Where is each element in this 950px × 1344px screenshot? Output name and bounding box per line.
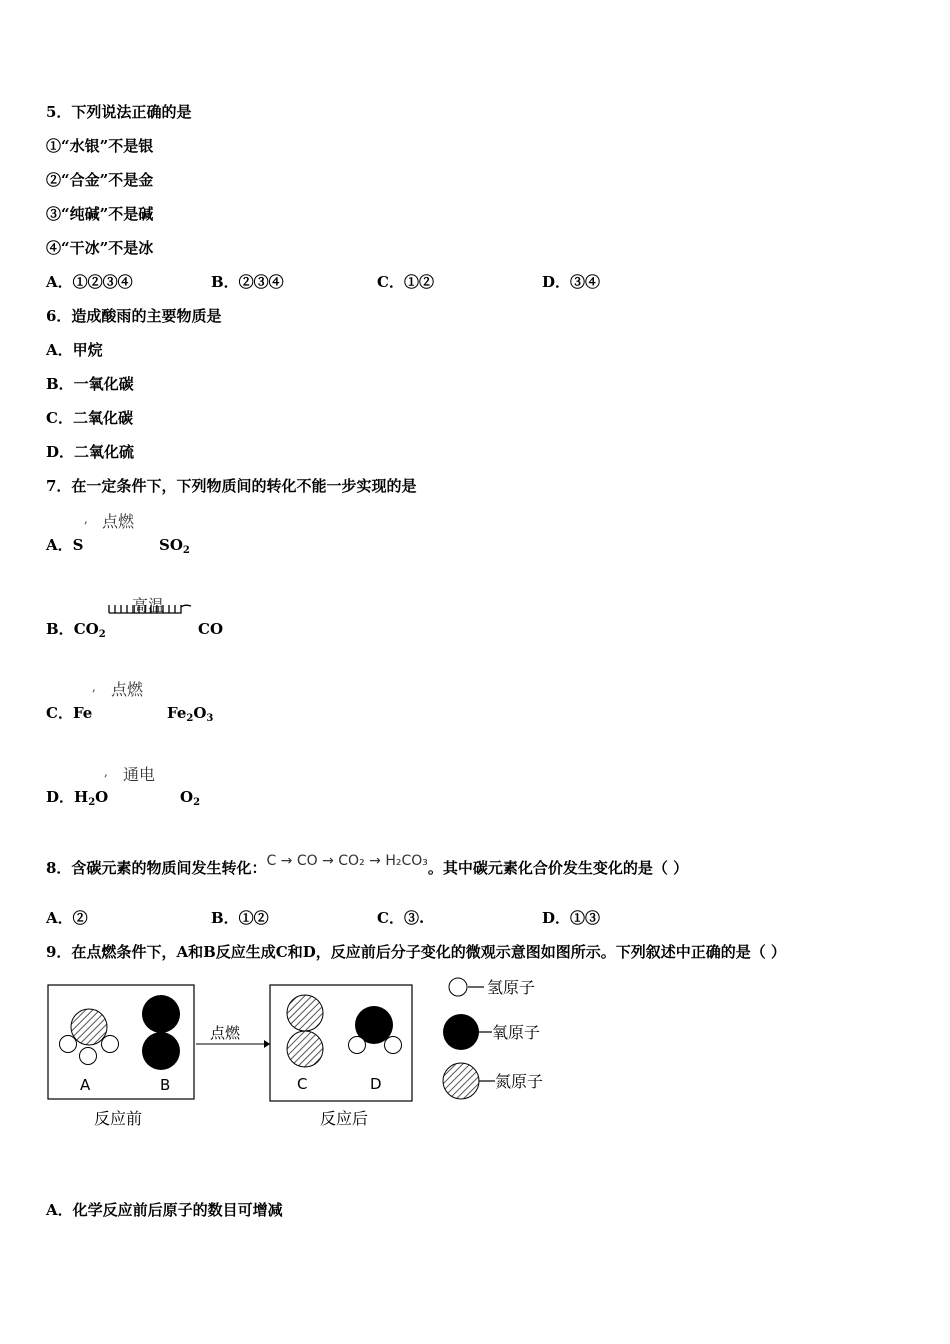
q7-option-b (46, 619, 106, 645)
q8-stem (46, 853, 689, 879)
q7d-product-formula: O (180, 788, 194, 806)
hydrogen-legend-icon (449, 978, 467, 996)
q6-option-b: B．一氧化碳 (46, 375, 134, 393)
garbled-arrow-glyph (107, 601, 195, 615)
q7d-product (180, 787, 200, 813)
q9-option-a: A．化学反应前后原子的数目可增减 (46, 1201, 283, 1219)
q7c-letter: C． (46, 704, 73, 722)
q7b-letter: B． (46, 620, 74, 638)
q7b-reactant: CO (73, 620, 99, 638)
hydrogen-atom (385, 1037, 402, 1054)
q5-statement-4: ④“干冰”不是冰 (46, 239, 154, 257)
oxygen-legend-icon (443, 1014, 479, 1050)
hydrogen-atom (349, 1037, 366, 1054)
reaction-arrow-head (264, 1040, 270, 1048)
q8-option-d: D．①③ (542, 909, 601, 927)
molecule-b-label: B (160, 1076, 171, 1094)
q7d-reactant-a: H (74, 788, 89, 806)
q7a-condition: 点燃 (102, 512, 135, 531)
q7a-product-subscript: 2 (182, 545, 190, 556)
q9-stem: 9．在点燃条件下，A和B反应生成C和D，反应前后分子变化的微观示意图如图所示。下列叙述中正确的是（ ） (46, 943, 786, 961)
q8-option-b: B．①② (211, 909, 269, 927)
nitrogen-atom (287, 995, 323, 1031)
q5-statement-1: ①“水银”不是银 (46, 137, 154, 155)
reaction-arrow-mark: , (84, 512, 88, 526)
reaction-arrow-mark: , (104, 765, 108, 779)
oxygen-atom (142, 1032, 180, 1070)
hydrogen-atom (60, 1036, 77, 1053)
q7d-letter: D． (46, 788, 75, 806)
q6-option-c: C．二氧化碳 (46, 409, 133, 427)
molecule-a-label: A (80, 1076, 91, 1094)
before-caption: 反应前 (94, 1109, 143, 1128)
q7c-product (167, 703, 213, 729)
q6-option-a: A．甲烷 (46, 341, 103, 359)
q7b-product: CO (198, 620, 224, 638)
reaction-arrow-mark: , (92, 680, 96, 694)
reaction-condition-label: 点燃 (210, 1024, 241, 1042)
q7d-product-subscript: 2 (193, 797, 201, 808)
q7b-condition: 高温 (132, 596, 165, 615)
q7d-reactant-a-subscript: 2 (88, 797, 96, 808)
q7b-reactant-subscript: 2 (98, 629, 106, 640)
q5-statement-2: ②“合金”不是金 (46, 171, 154, 189)
molecule-c-label: C (297, 1075, 308, 1093)
q6-option-d: D．二氧化硫 (46, 443, 135, 461)
hydrogen-atom (102, 1036, 119, 1053)
nitrogen-legend-icon (443, 1063, 479, 1099)
q7-stem: 7．在一定条件下，下列物质间的转化不能一步实现的是 (46, 477, 417, 495)
q7a-product (159, 535, 190, 561)
q8-stem-before: 8．含碳元素的物质间发生转化： (46, 859, 267, 877)
q8-option-c: C．③. (377, 909, 425, 927)
q7-option-c (46, 703, 92, 723)
q7c-product-b: O (193, 704, 207, 722)
legend-nitrogen-label: 氮原子 (495, 1072, 544, 1091)
q9-molecule-diagram (40, 970, 560, 1140)
q7c-condition: 点燃 (111, 680, 144, 699)
q5-statement-3: ③“纯碱”不是碱 (46, 205, 154, 223)
q7d-condition: 通电 (123, 765, 156, 784)
q7a-reactant: S (72, 536, 84, 554)
q8-stem-after: 。其中碳元素化合价发生变化的是（ ） (427, 859, 689, 877)
q8-conversion-chain: C → CO → CO₂ → H₂CO₃ (266, 853, 428, 869)
q5-option-c: C．①② (377, 273, 434, 291)
q7a-letter: A． (46, 536, 73, 554)
q5-option-d: D．③④ (542, 273, 601, 291)
q7c-product-a-subscript: 2 (186, 713, 194, 724)
legend-oxygen-label: 氧原子 (492, 1023, 541, 1042)
oxygen-atom (142, 995, 180, 1033)
nitrogen-atom (287, 1031, 323, 1067)
molecule-d-label: D (370, 1075, 382, 1093)
q6-stem: 6．造成酸雨的主要物质是 (46, 307, 222, 325)
nitrogen-atom (71, 1009, 107, 1045)
q7c-product-a: Fe (167, 704, 187, 722)
q5-option-b: B．②③④ (211, 273, 284, 291)
q5-option-a: A．①②③④ (46, 273, 133, 291)
q7c-reactant: Fe (72, 704, 93, 722)
q8-option-a: A．② (46, 909, 88, 927)
legend-hydrogen-label: 氢原子 (487, 978, 536, 997)
q5-stem: 5．下列说法正确的是 (46, 103, 192, 121)
q7c-product-b-subscript: 3 (206, 713, 214, 724)
q7-option-d (46, 787, 108, 813)
hydrogen-atom (80, 1048, 97, 1065)
q7a-product-formula: SO (159, 536, 183, 554)
q7-option-a (46, 535, 83, 555)
after-caption: 反应后 (320, 1109, 369, 1128)
q7d-reactant-b: O (95, 788, 109, 806)
